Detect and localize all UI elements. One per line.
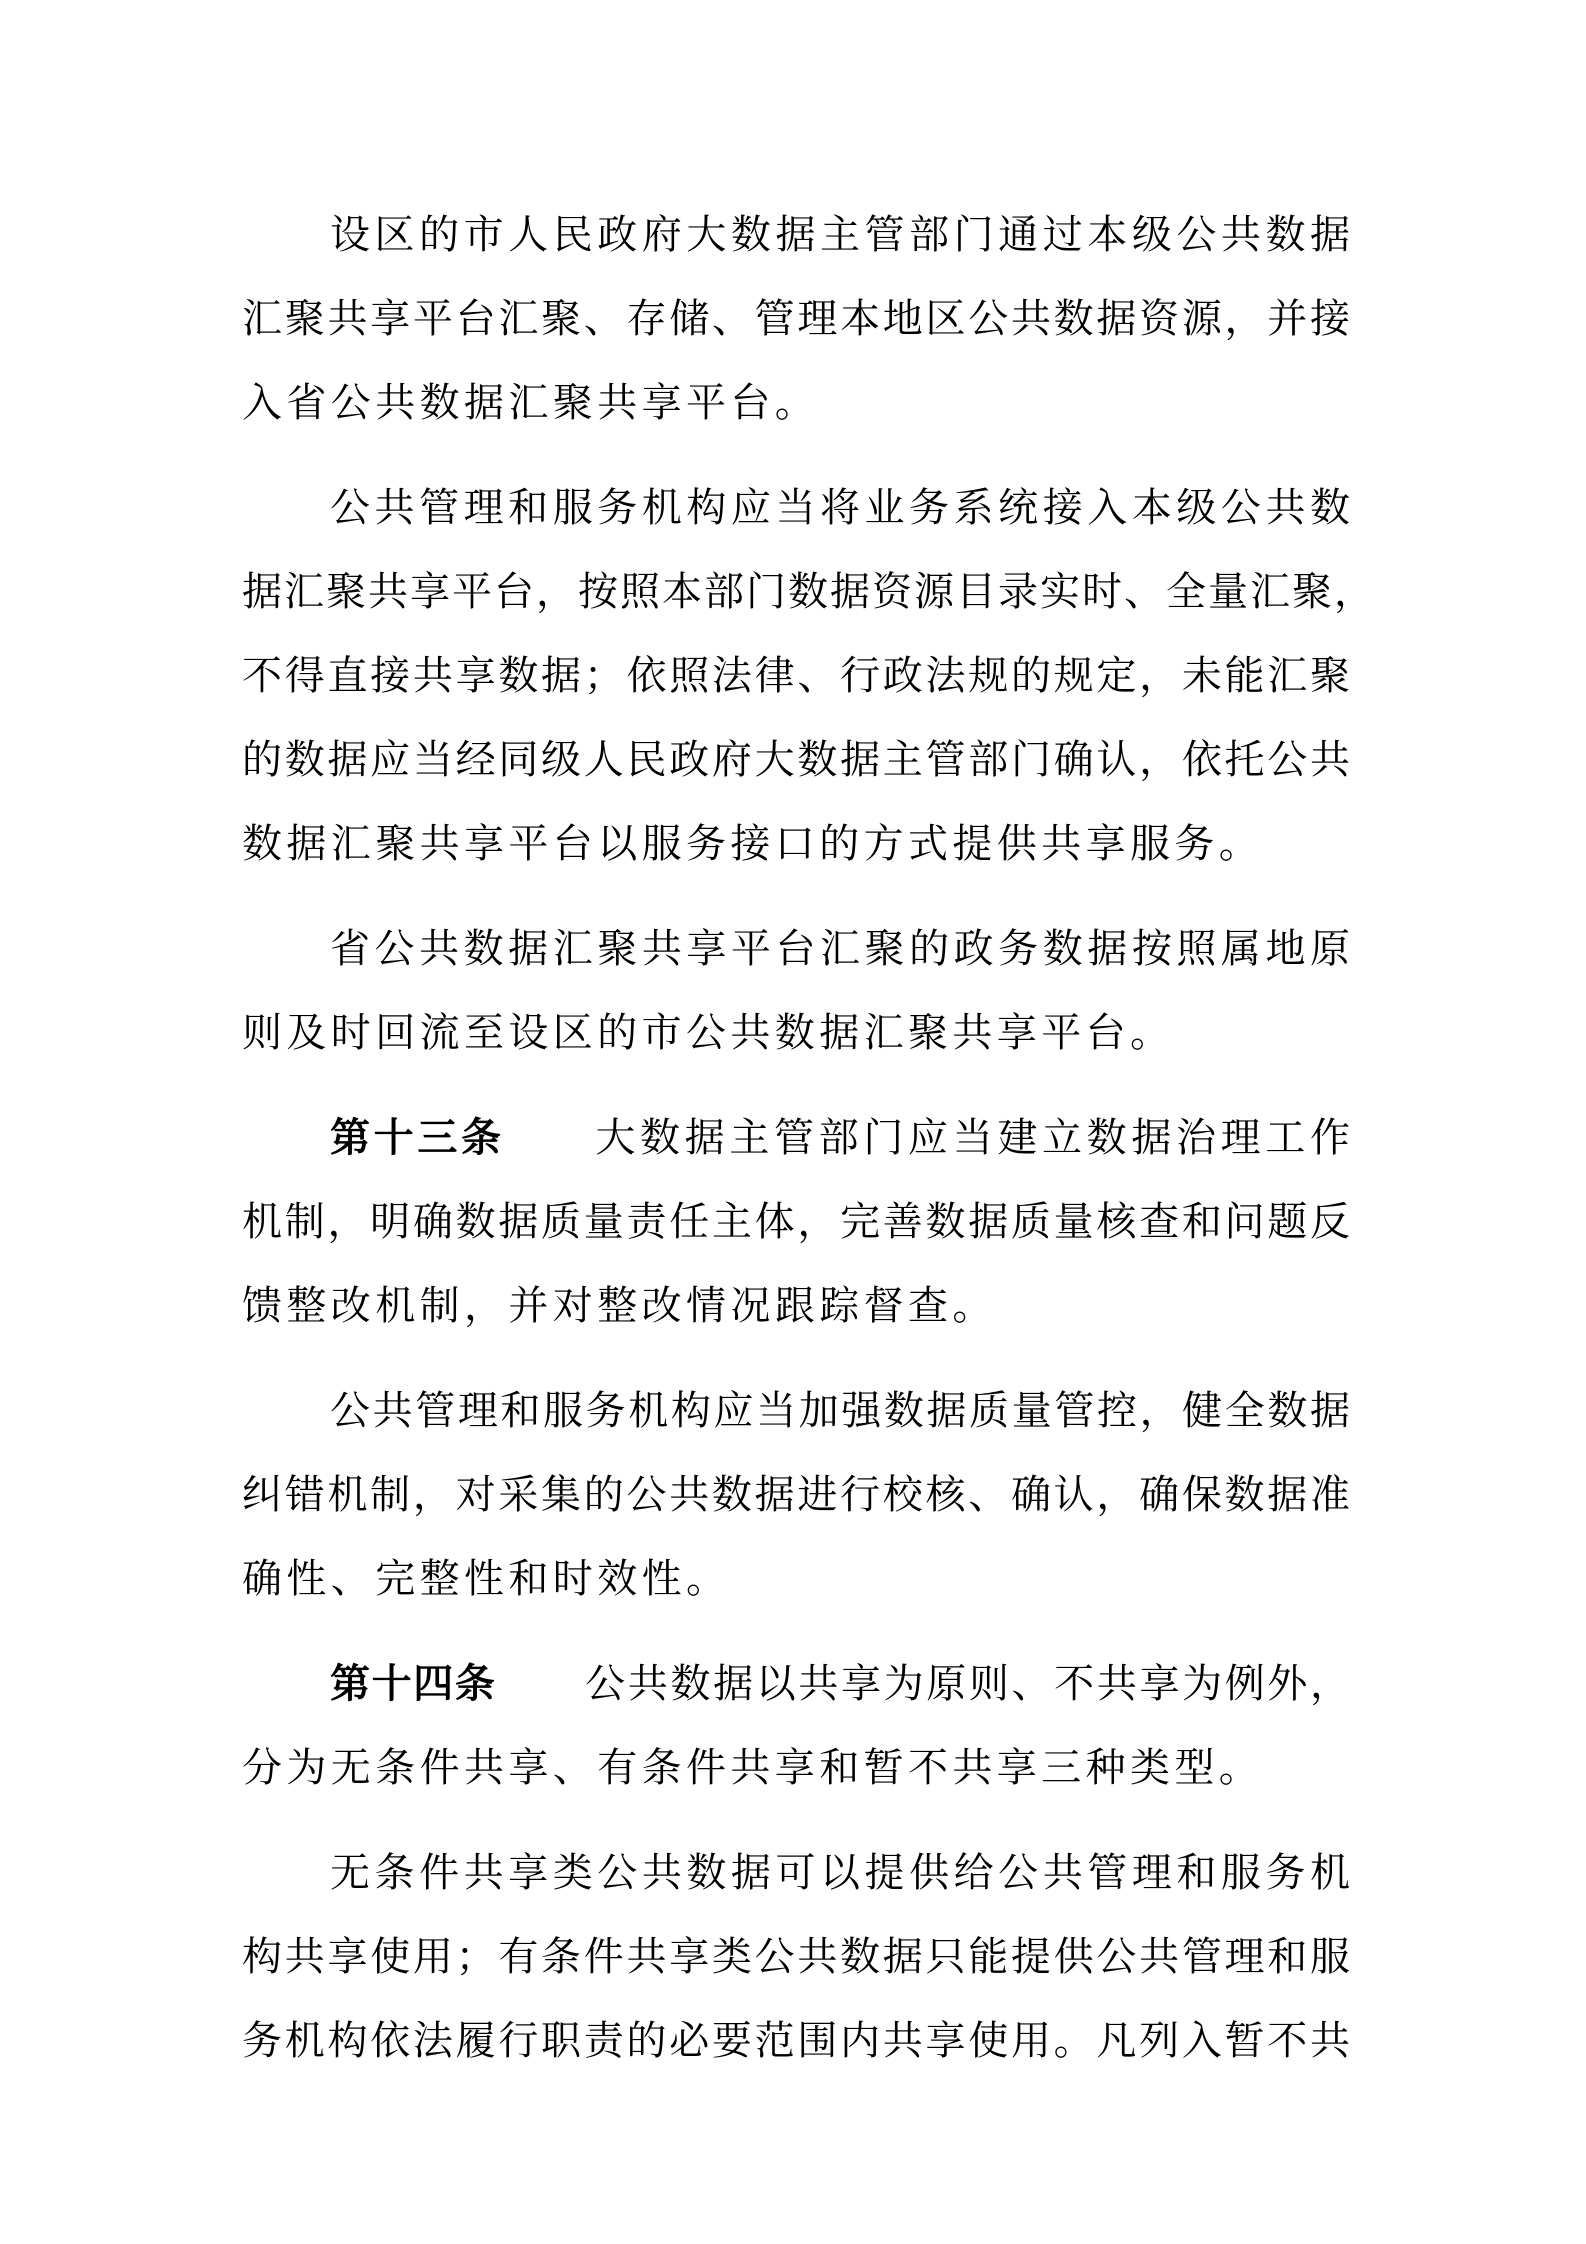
text-line: 构共享使用；有条件共享类公共数据只能提供公共管理和服 xyxy=(242,1934,1352,1980)
text-line: 无条件共享类公共数据可以提供给公共管理和服务机 xyxy=(330,1850,1352,1896)
article-13 xyxy=(242,1096,1352,1348)
text-line: 的数据应当经同级人民政府大数据主管部门确认，依托公共 xyxy=(242,737,1352,783)
text-line: 确性、完整性和时效性。 xyxy=(242,1556,731,1602)
text-line xyxy=(242,1096,1352,1180)
paragraph-sharing-types xyxy=(242,1831,1352,2083)
text-line: 纠错机制，对采集的公共数据进行校核、确认，确保数据准 xyxy=(242,1472,1352,1518)
text-line: 入省公共数据汇聚共享平台。 xyxy=(242,380,820,426)
text-line: 数据汇聚共享平台以服务接口的方式提供共享服务。 xyxy=(242,821,1264,867)
text-line: 设区的市人民政府大数据主管部门通过本级公共数据 xyxy=(330,212,1352,258)
paragraph-data-backflow xyxy=(242,907,1352,1075)
text-line: 则及时回流至设区的市公共数据汇聚共享平台。 xyxy=(242,1010,1175,1056)
article-text: 大数据主管部门应当建立数据治理工作 xyxy=(592,1115,1353,1161)
text-line: 公共管理和服务机构应当将业务系统接入本级公共数 xyxy=(330,485,1352,531)
article-14 xyxy=(242,1642,1352,1810)
document-page xyxy=(242,193,1376,2104)
text-line: 机制，明确数据质量责任主体，完善数据质量核查和问题反 xyxy=(242,1199,1352,1245)
text-line: 分为无条件共享、有条件共享和暂不共享三种类型。 xyxy=(242,1745,1264,1791)
text-line: 务机构依法履行职责的必要范围内共享使用。凡列入暂不共 xyxy=(242,2018,1352,2064)
text-line: 据汇聚共享平台，按照本部门数据资源目录实时、全量汇聚， xyxy=(242,569,1376,615)
text-line: 馈整改机制，并对整改情况跟踪督查。 xyxy=(242,1283,997,1329)
text-line: 省公共数据汇聚共享平台汇聚的政务数据按照属地原 xyxy=(330,926,1352,972)
paragraph-municipal-platform xyxy=(242,193,1352,445)
paragraph-quality-control xyxy=(242,1369,1352,1621)
text-line: 汇聚共享平台汇聚、存储、管理本地区公共数据资源，并接 xyxy=(242,296,1352,342)
article-number: 第十四条 xyxy=(330,1661,497,1707)
paragraph-agency-integration xyxy=(242,466,1376,886)
text-line: 公共管理和服务机构应当加强数据质量管控，健全数据 xyxy=(330,1388,1352,1434)
article-text: 公共数据以共享为原则、不共享为例外， xyxy=(584,1661,1353,1707)
text-line xyxy=(242,1642,1352,1726)
article-number: 第十三条 xyxy=(330,1115,505,1161)
text-line: 不得直接共享数据；依照法律、行政法规的规定，未能汇聚 xyxy=(242,653,1352,699)
